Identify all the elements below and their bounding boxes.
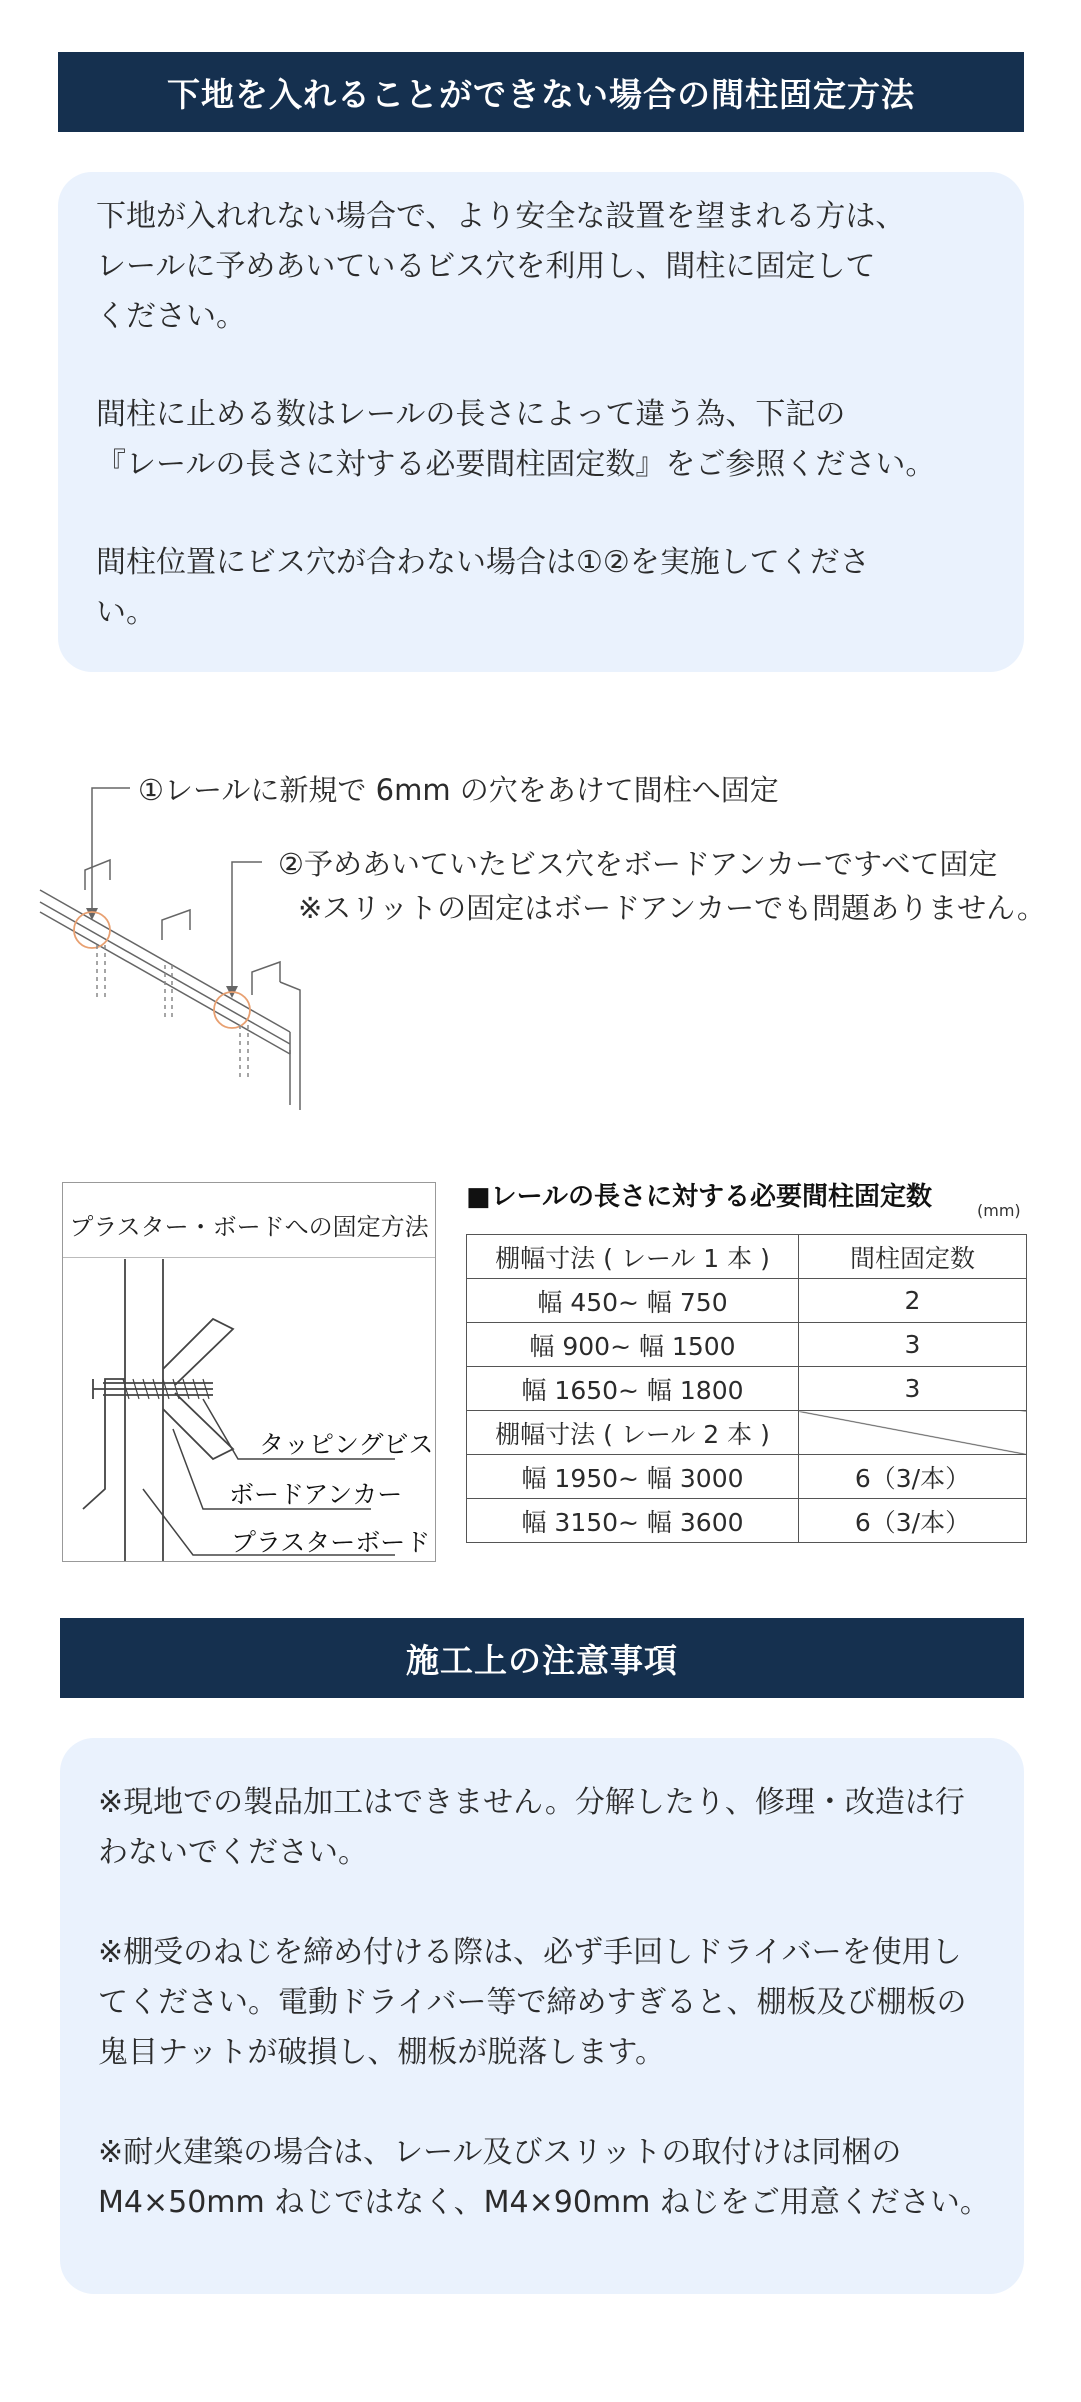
intro-panel [58,172,1024,672]
intro-paragraph-1 [96,192,994,342]
caution-paragraph-1 [98,1778,994,1878]
text-line: ください。 [96,299,246,334]
table-cell-count: 3 [799,1367,1027,1411]
text-line: 下地が入れれない場合で、より安全な設置を望まれる方は、 [96,199,906,234]
table-cell-count: 6（3/本） [799,1455,1027,1499]
text-line: ※耐火建築の場合は、レール及びスリットの取付けは同梱の [98,2135,902,2170]
table-unit: (mm) [977,1201,1021,1220]
table-row [467,1279,1027,1323]
text-line: 間柱位置にビス穴が合わない場合は①②を実施してくださ [96,545,870,580]
table-diagonal-cell [799,1411,1027,1455]
figure-divider [63,1257,435,1258]
table-subheader-width: 棚幅寸法 ( レール 2 本 ) [467,1411,799,1455]
section-title-cautions: 施工上の注意事項 [60,1618,1024,1698]
text-line: レールに予めあいているビス穴を利用し、間柱に固定して [96,249,876,284]
label-tapping-screw: タッピングビス [259,1430,434,1459]
intro-paragraph-2 [96,390,994,490]
plasterboard-fixing-figure [62,1182,436,1562]
table-cell-width: 幅 900~ 幅 1500 [467,1323,799,1367]
note-new-hole: ①レールに新規で 6mm の穴をあけて間柱へ固定 [138,773,779,807]
table-cell-count: 2 [799,1279,1027,1323]
text-line: 鬼目ナットが破損し、棚板が脱落します。 [98,2035,665,2070]
table-cell-width: 幅 3150~ 幅 3600 [467,1499,799,1543]
table-subheader-row [467,1411,1027,1455]
table-row [467,1367,1027,1411]
figure-title: プラスター・ボードへの固定方法 [69,1213,429,1241]
caution-paragraph-2 [98,1928,994,2078]
text-line: わないでください。 [98,1835,368,1870]
table-row [467,1455,1027,1499]
stud-count-table [466,1234,1027,1543]
table-cell-width: 幅 450~ 幅 750 [467,1279,799,1323]
anchor-diagram [63,1259,435,1561]
text-line: 『レールの長さに対する必要間柱固定数』をご参照ください。 [96,447,936,482]
table-cell-width: 幅 1950~ 幅 3000 [467,1455,799,1499]
table-header-width: 棚幅寸法 ( レール 1 本 ) [467,1235,799,1279]
text-line: てください。電動ドライバー等で締めすぎると、棚板及び棚板の [98,1985,967,2020]
text-line: ※現地での製品加工はできません。分解したり、修理・改造は行 [98,1785,965,1820]
label-plasterboard: プラスターボード [231,1528,431,1557]
text-line: い。 [96,595,156,630]
cautions-panel [60,1738,1024,2294]
table-row [467,1499,1027,1543]
table-cell-width: 幅 1650~ 幅 1800 [467,1367,799,1411]
text-line: M4×50mm ねじではなく、M4×90mm ねじをご用意ください。 [98,2185,990,2220]
text-line: 間柱に止める数はレールの長さによって違う為、下記の [96,397,846,432]
table-title: ■レールの長さに対する必要間柱固定数 [466,1182,933,1212]
text-line: ※棚受のねじを締め付ける際は、必ず手回しドライバーを使用し [98,1935,962,1970]
table-header-row [467,1235,1027,1279]
intro-paragraph-3 [96,538,994,638]
label-board-anchor: ボードアンカー [229,1480,403,1509]
note-slit: ※スリットの固定はボードアンカーでも問題ありません。 [298,891,1046,925]
table-row [467,1323,1027,1367]
table-header-count: 間柱固定数 [799,1235,1027,1279]
table-cell-count: 3 [799,1323,1027,1367]
section-title-stud-fixing: 下地を入れることができない場合の間柱固定方法 [58,52,1024,132]
note-board-anchor: ②予めあいていたビス穴をボードアンカーですべて固定 [278,847,998,881]
table-cell-count: 6（3/本） [799,1499,1027,1543]
caution-paragraph-3 [98,2128,994,2228]
